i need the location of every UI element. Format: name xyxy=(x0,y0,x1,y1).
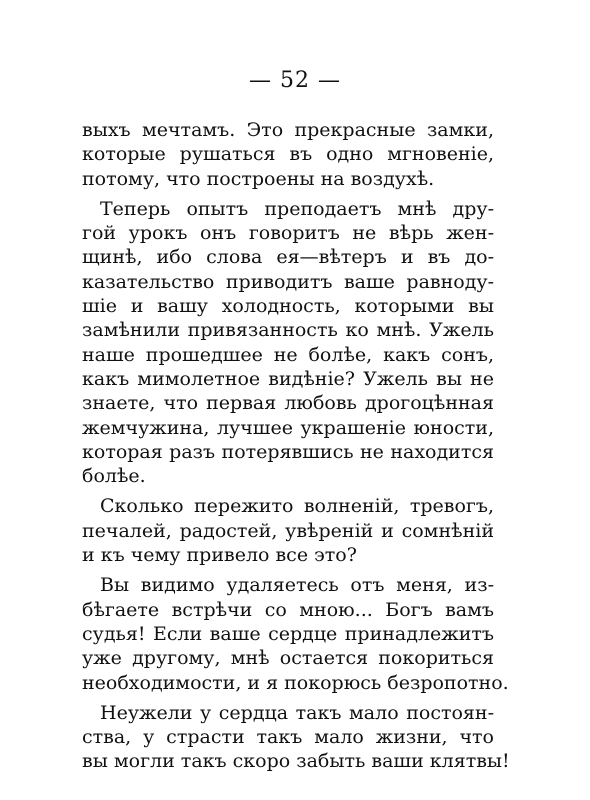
text-line: печалей, радостей, увѣреній и сомнѣній xyxy=(82,519,494,542)
text-line: и къ чему привело все это? xyxy=(82,544,357,567)
text-line: болѣе. xyxy=(82,465,146,488)
text-line: которые рушаться въ одно мгновеніе, xyxy=(82,143,494,166)
text-line: шіе и вашу холодность, которыми вы xyxy=(82,295,494,318)
text-line: казательство приводитъ ваше равноду- xyxy=(82,270,494,293)
text-line: судья! Если ваше сердце принадлежитъ xyxy=(82,622,494,645)
text-line: бѣгаете встрѣчи со мною... Богъ вамъ xyxy=(82,598,494,621)
text-line: Вы видимо удаляетесь отъ меня, из- xyxy=(100,574,494,597)
text-line: знаете, что первая любовь дрогоцѣнная xyxy=(82,392,494,415)
text-line: Неужели у сердца такъ мало постоян- xyxy=(100,701,494,724)
text-line: жемчужина, лучшее украшеніе юности, xyxy=(82,416,494,439)
text-line: замѣнили привязанность ко мнѣ. Ужель xyxy=(82,319,494,342)
paragraph-3 xyxy=(82,494,494,567)
text-line: ства, у страсти такъ мало жизни, что xyxy=(82,726,494,749)
paragraph-1 xyxy=(82,118,494,191)
text-line: которая разъ потерявшись не находится xyxy=(82,440,494,463)
text-line: вы могли такъ скоро забыть ваши клятвы! xyxy=(82,750,510,773)
paragraph-2 xyxy=(82,197,494,489)
text-line: Сколько пережито волненій, тревогъ, xyxy=(100,495,494,518)
text-line: наше прошедшее не болѣе, какъ сонъ, xyxy=(82,343,494,366)
text-line: потому, что построены на воздухѣ. xyxy=(82,167,435,190)
text-line: Теперь опытъ преподаетъ мнѣ дру- xyxy=(100,197,494,220)
page-number: — 52 — xyxy=(249,68,341,93)
text-line: гой урокъ онъ говоритъ не вѣрь жен- xyxy=(82,222,494,245)
text-line: какъ мимолетное видѣніе? Ужель вы не xyxy=(82,367,494,390)
text-line: щинѣ, ибо слова ея—вѣтеръ и въ до- xyxy=(82,246,494,269)
paragraph-5 xyxy=(82,701,510,774)
paragraph-4 xyxy=(82,573,509,694)
text-line: необходимости, и я покорюсь безропотно. xyxy=(82,671,509,694)
text-line: уже другому, мнѣ остается покориться xyxy=(82,647,494,670)
page-body xyxy=(82,118,510,780)
text-line: выхъ мечтамъ. Это прекрасные замки, xyxy=(82,119,494,141)
